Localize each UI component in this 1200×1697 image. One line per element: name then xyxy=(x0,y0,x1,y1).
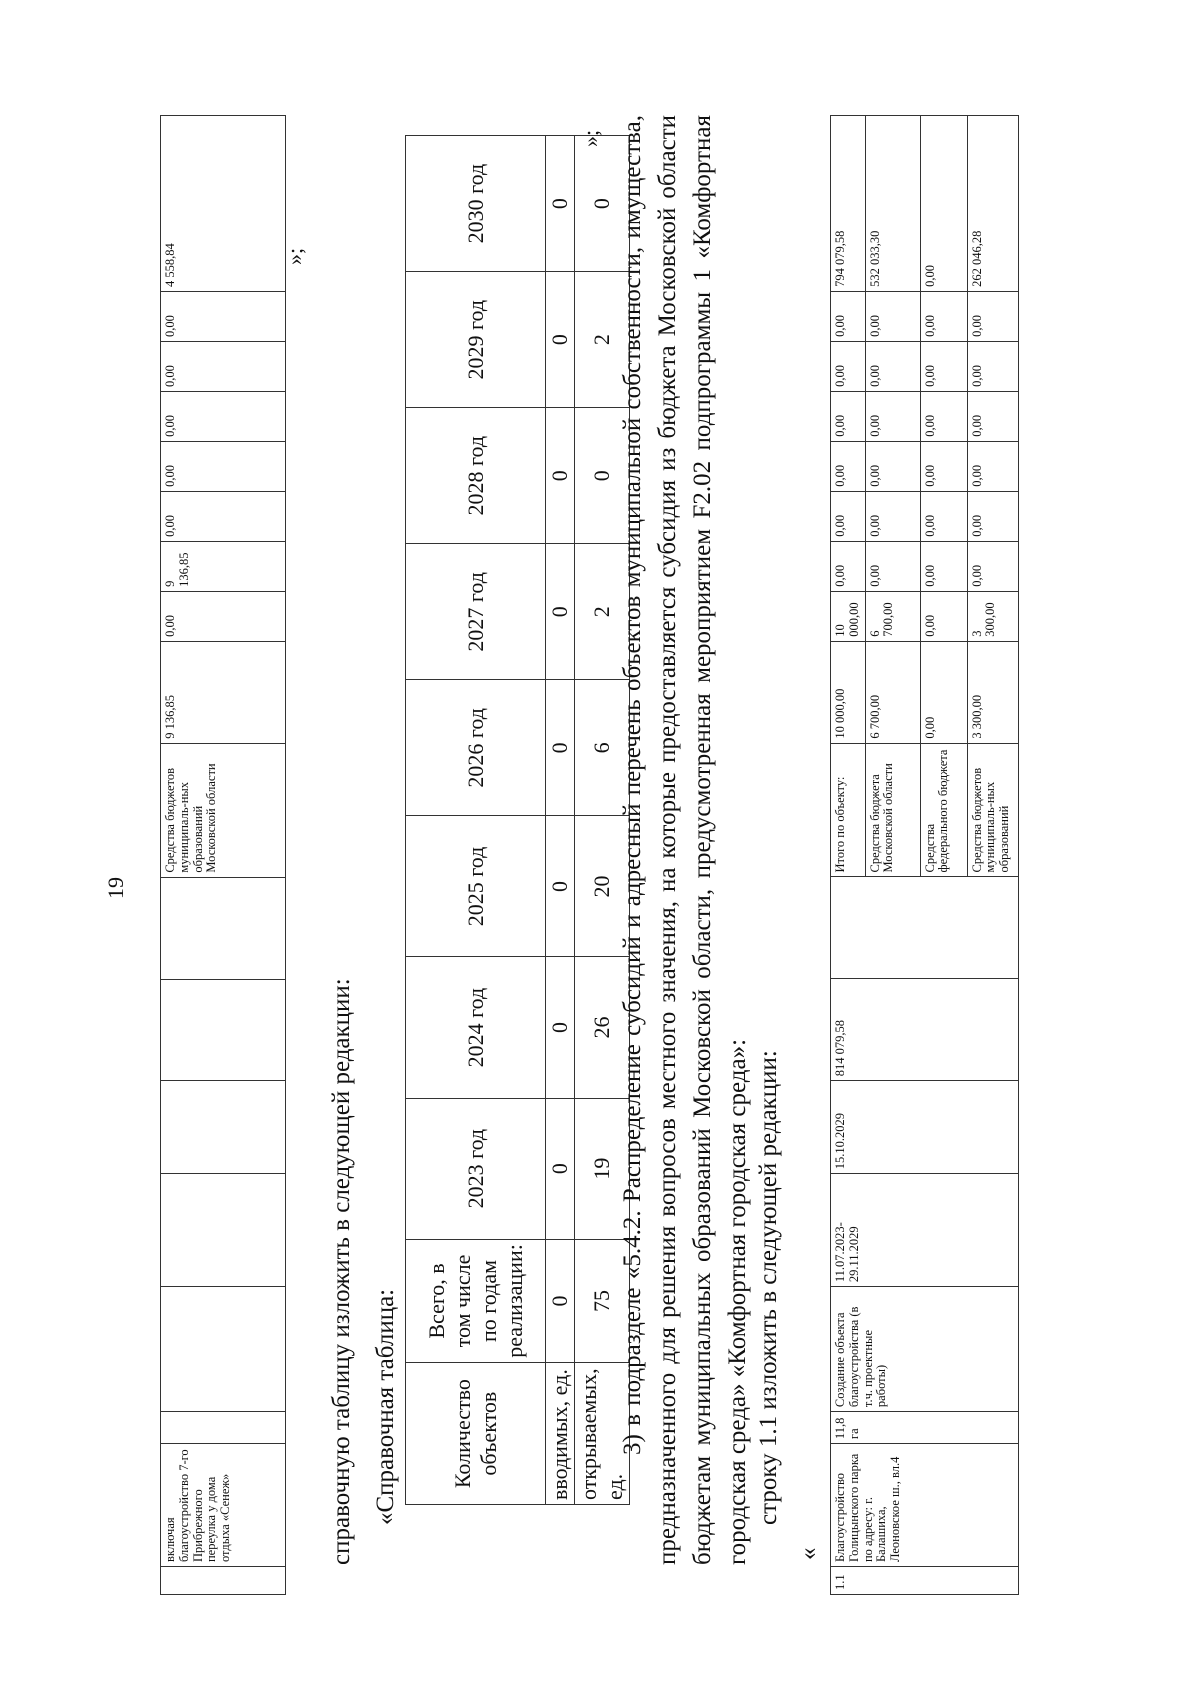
value-cell: 6 700,00 xyxy=(865,641,920,743)
cell-empty xyxy=(161,1174,286,1287)
cell-empty xyxy=(161,1081,286,1174)
value-cell: 794 079,58 xyxy=(831,116,866,292)
paragraph: 3) в подразделе «5.4.2. Распределение субсидий и адресный перечень объектов муниципальной собственности, имущества, предназначенного для решения вопросов местного значения, на которые предоставляется субсидия из бюджета Московской области бюджетам муниципальных образований Московской области, предусмотренная мероприятием F2.02 подпрограммы 1 «Комфортная городская среда» «Комфортная городская среда»: xyxy=(619,115,751,1565)
value-cell: 6 700,00 xyxy=(865,591,920,641)
header-cell: 2028 год xyxy=(406,408,546,544)
object-name: Благоустройство Голицынского парка по адресу: г. Балашиха, Леоновское ш., вл.4 xyxy=(831,1444,1019,1567)
value-cell: 0,00 xyxy=(865,341,920,391)
value-cell: 9 136,85 xyxy=(161,541,286,591)
work-type: Создание объекта благоустройства (в т.ч. проектные работы) xyxy=(831,1287,1019,1412)
value-cell: 10 000,00 xyxy=(831,591,866,641)
funding-source: Средства бюджетов муниципаль-ных образований Московской области xyxy=(161,743,286,877)
value-cell: 75 xyxy=(575,1239,630,1363)
value-cell: 9 136,85 xyxy=(161,641,286,743)
value-cell: 20 xyxy=(575,816,630,957)
value-cell: 0,00 xyxy=(920,441,967,491)
value-cell: 0,00 xyxy=(967,391,1018,441)
bottom-table xyxy=(830,115,1019,1595)
value-cell: 0 xyxy=(546,680,575,816)
cell-empty xyxy=(831,877,1019,979)
value-cell: 0,00 xyxy=(865,291,920,341)
row-label: открываемых, ед. xyxy=(575,1363,630,1505)
cell-empty xyxy=(161,877,286,979)
header-cell: Всего, в том числе по годам реализации: xyxy=(406,1239,546,1363)
intro-text: справочную таблицу изложить в следующей редакции: xyxy=(328,978,355,1565)
paragraph: строку 1.1 изложить в следующей редакции: xyxy=(755,1050,782,1525)
value-cell: 3 300,00 xyxy=(967,641,1018,743)
cell-empty xyxy=(161,979,286,1081)
object-name: включая благоустройство 7-го Прибрежного переулка у дома отдыха «Сенеж» xyxy=(161,1444,286,1567)
value-cell: 0 xyxy=(546,136,575,272)
ref-table-label: «Справочная таблица: xyxy=(372,1288,399,1525)
value-cell: 2 xyxy=(575,544,630,680)
value-cell: 262 046,28 xyxy=(967,116,1018,292)
value-cell: 0,00 xyxy=(831,541,866,591)
header-cell: Количество объектов xyxy=(406,1363,546,1505)
value-cell: 0,00 xyxy=(967,341,1018,391)
value-cell: 0,00 xyxy=(920,641,967,743)
row-label: вводимых, ед. xyxy=(546,1363,575,1505)
header-cell: 2030 год xyxy=(406,136,546,272)
value-cell: 0,00 xyxy=(161,391,286,441)
header-cell: 2029 год xyxy=(406,272,546,408)
value-cell: 0,00 xyxy=(831,291,866,341)
cell-empty xyxy=(161,1567,286,1595)
value-cell: 0 xyxy=(546,272,575,408)
value-cell: 0,00 xyxy=(831,491,866,541)
value-cell: 0,00 xyxy=(967,291,1018,341)
value-cell: 0,00 xyxy=(831,341,866,391)
value-cell: 532 033,30 xyxy=(865,116,920,292)
value-cell: 0,00 xyxy=(920,541,967,591)
row-number: 1.1 xyxy=(831,1567,1019,1595)
value-cell: 0,00 xyxy=(920,341,967,391)
funding-source: Средства федерального бюджета xyxy=(920,743,967,877)
header-cell: 2024 год xyxy=(406,957,546,1098)
value-cell: 0,00 xyxy=(967,441,1018,491)
value-cell: 0,00 xyxy=(967,541,1018,591)
value-cell: 0 xyxy=(546,816,575,957)
value-cell: 4 558,84 xyxy=(161,116,286,292)
value-cell: 0 xyxy=(546,1239,575,1363)
value-cell: 0 xyxy=(546,1098,575,1239)
header-cell: 2026 год xyxy=(406,680,546,816)
value-cell: 0,00 xyxy=(161,341,286,391)
value-cell: 0,00 xyxy=(161,441,286,491)
value-cell: 6 xyxy=(575,680,630,816)
close-quote: »; xyxy=(578,129,603,147)
close-quote: »; xyxy=(282,247,307,265)
value-cell: 0,00 xyxy=(831,441,866,491)
table-row xyxy=(546,136,575,1505)
value-cell: 0 xyxy=(575,408,630,544)
cell-empty xyxy=(161,1412,286,1444)
top-table xyxy=(160,115,286,1595)
rotated-page-content xyxy=(160,115,1200,1595)
period: 11.07.2023-29.11.2029 xyxy=(831,1174,1019,1287)
value-cell: 0,00 xyxy=(161,591,286,641)
value-cell: 0,00 xyxy=(920,291,967,341)
value-cell: 0,00 xyxy=(161,292,286,342)
value-cell: 0,00 xyxy=(161,491,286,541)
value-cell: 19 xyxy=(575,1098,630,1239)
value-cell: 0,00 xyxy=(865,491,920,541)
header-cell: 2025 год xyxy=(406,816,546,957)
value-cell: 0,00 xyxy=(920,391,967,441)
value-cell: 0,00 xyxy=(967,491,1018,541)
value-cell: 0,00 xyxy=(865,441,920,491)
value-cell: 10 000,00 xyxy=(831,641,866,743)
funding-source: Итого по объекту: xyxy=(831,743,866,877)
header-cell: 2027 год xyxy=(406,544,546,680)
funding-source: Средства бюджета Московской области xyxy=(865,743,920,877)
value-cell: 0 xyxy=(546,544,575,680)
value-cell: 2 xyxy=(575,272,630,408)
value-cell: 26 xyxy=(575,957,630,1098)
value-cell: 0,00 xyxy=(865,391,920,441)
funding-source: Средства бюджетов муниципаль-ных образований xyxy=(967,743,1018,877)
open-quote: « xyxy=(795,1547,822,1560)
value-cell: 0,00 xyxy=(831,391,866,441)
page-number: 19 xyxy=(103,877,128,899)
value-cell: 3 300,00 xyxy=(967,591,1018,641)
capacity: 11,8 га xyxy=(831,1412,1019,1444)
open-date: 15.10.2029 xyxy=(831,1081,1019,1174)
cell-empty xyxy=(161,1287,286,1412)
value-cell: 0 xyxy=(546,957,575,1098)
value-cell: 0,00 xyxy=(920,116,967,292)
value-cell: 0 xyxy=(575,136,630,272)
header-cell: 2023 год xyxy=(406,1098,546,1239)
value-cell: 0,00 xyxy=(920,591,967,641)
value-cell: 0,00 xyxy=(865,541,920,591)
value-cell: 0 xyxy=(546,408,575,544)
value-cell: 0,00 xyxy=(920,491,967,541)
reference-table xyxy=(405,135,630,1505)
cost: 814 079,58 xyxy=(831,979,1019,1081)
